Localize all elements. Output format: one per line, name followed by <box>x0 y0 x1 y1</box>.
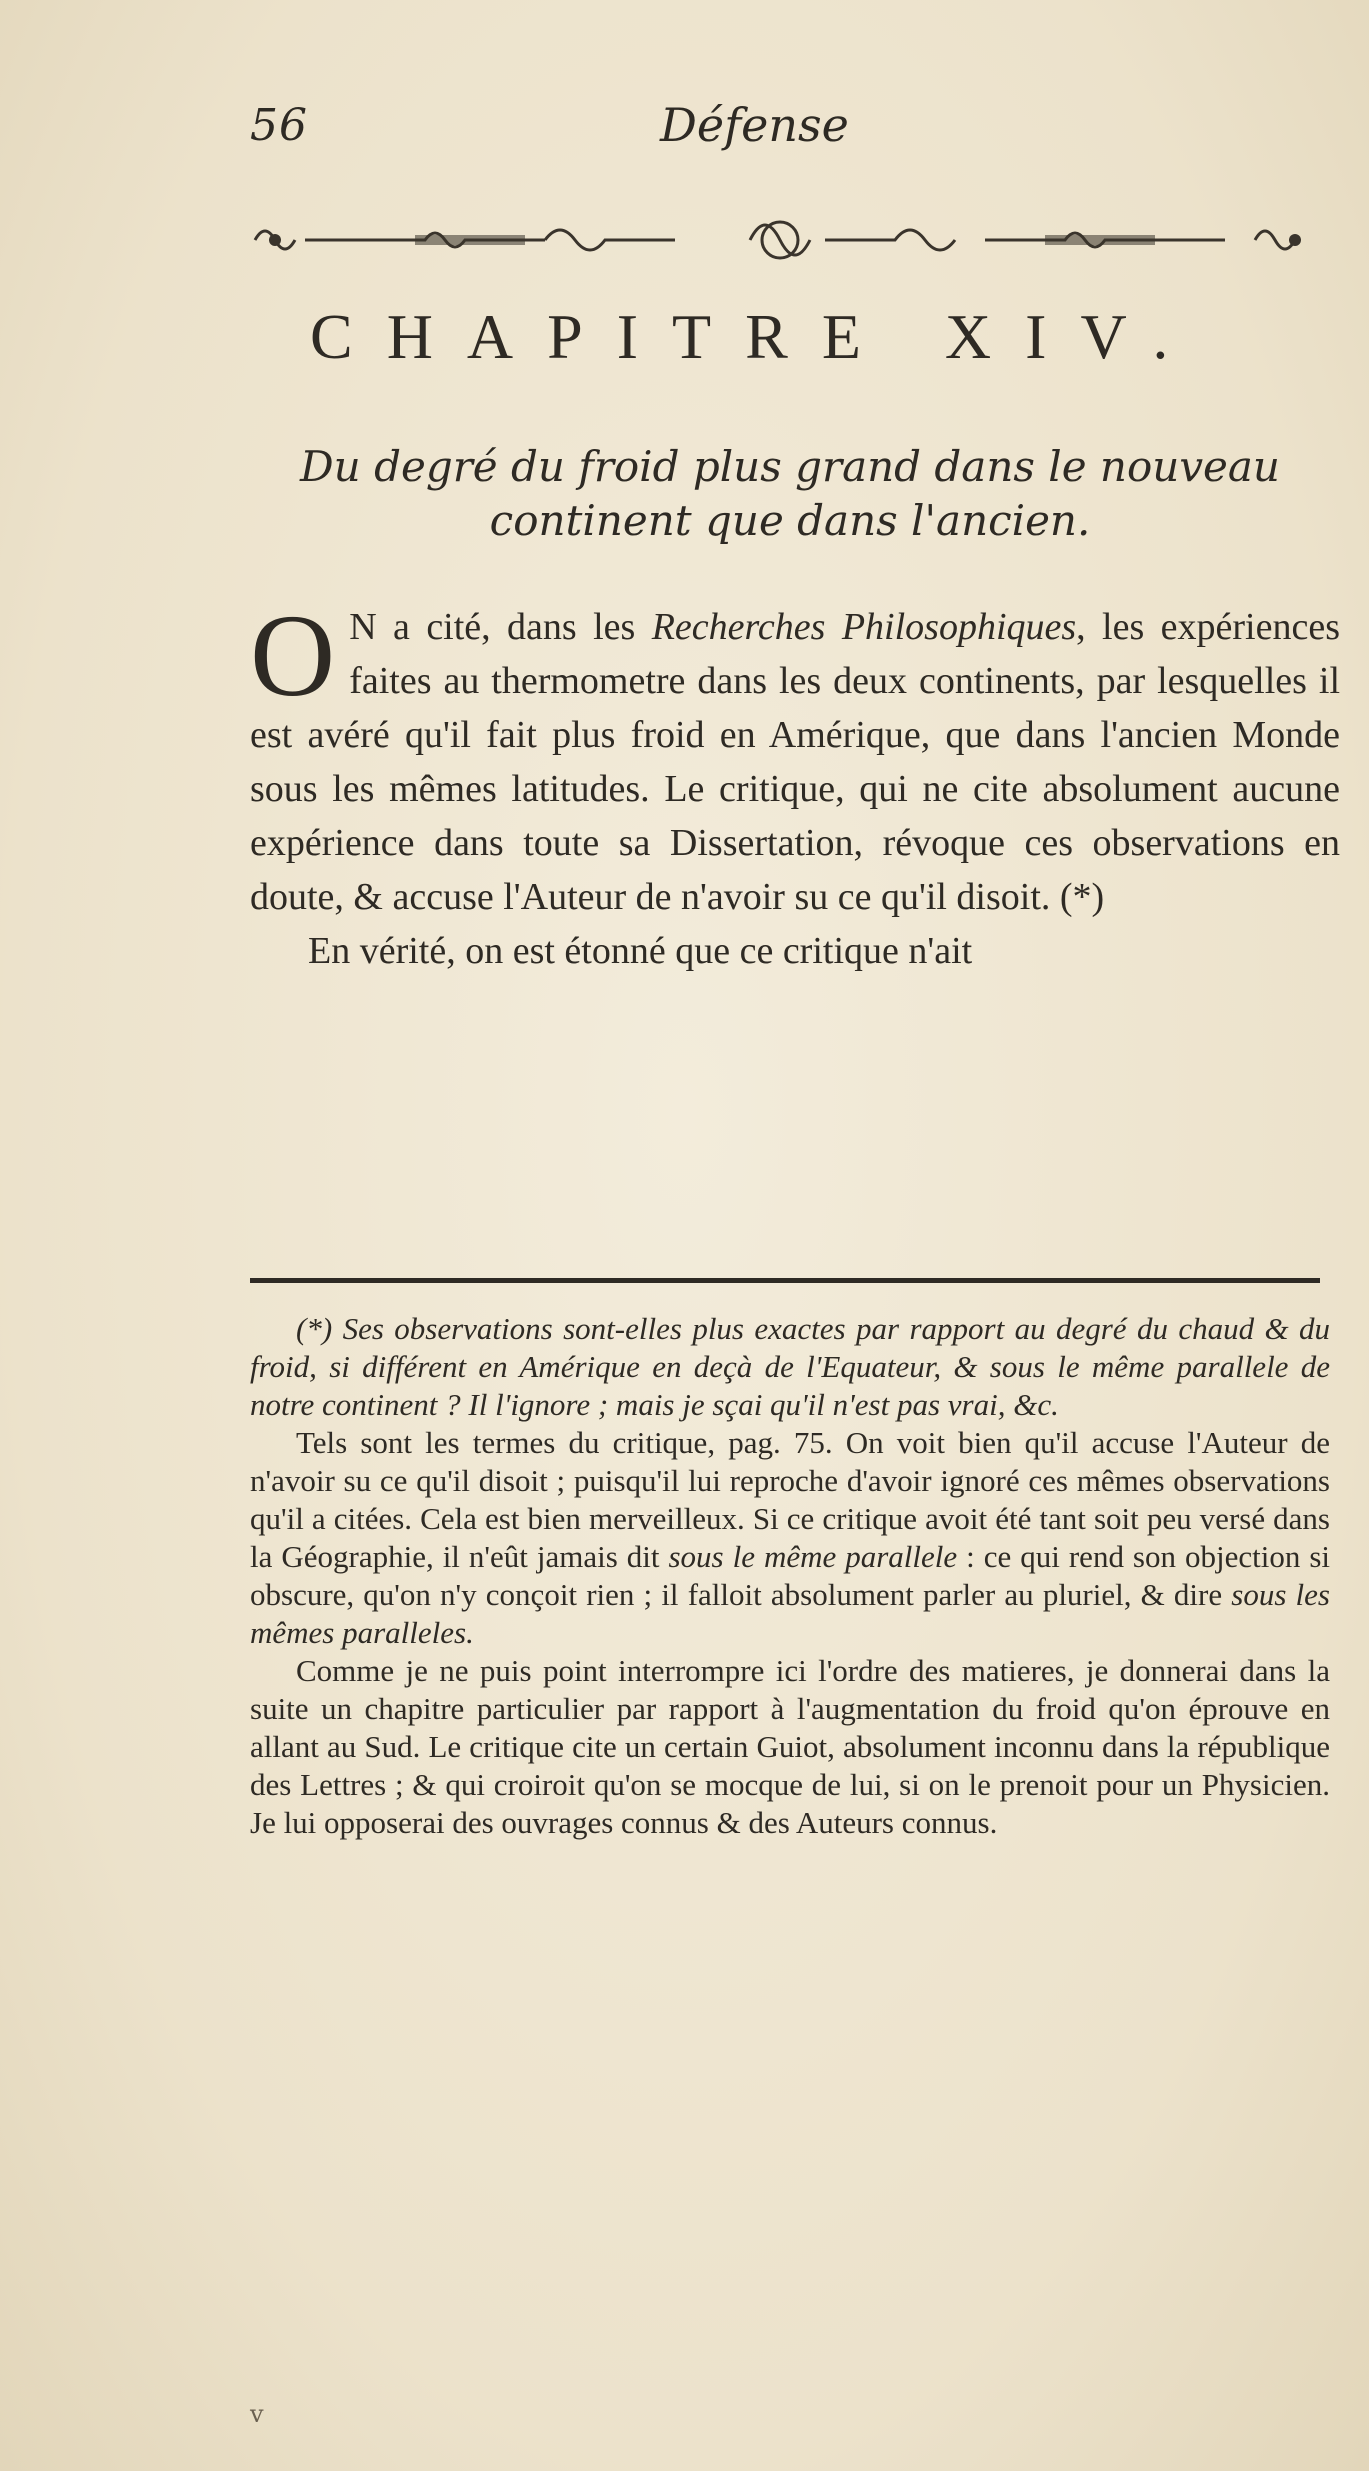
paragraph-1 <box>250 590 1340 924</box>
decorative-headpiece-icon <box>245 205 1325 275</box>
footnote-paragraph-2 <box>250 1424 1330 1652</box>
drop-cap: O <box>250 590 336 721</box>
page-number: 56 <box>250 100 308 151</box>
p1-rest: , les expériences faites au thermometre dans les deux continents, par lesquelles il est avéré qu'il fait plus froid en Amérique, que dans l'ancien Monde sous les mêmes latitudes. Le critique, qui ne cite absolument aucune expérience dans toute sa Dissertation, révoque ces observations en doute, & accuse l'Auteur de n'avoir su ce qu'il disoit. (*) <box>250 606 1340 918</box>
footnote-italic-phrase: sous le même parallele <box>668 1539 958 1574</box>
footnote-text: Tels sont les termes du critique, pag. 75. On voit bien qu'il accuse l'Auteur de n'avoir su ce qu'il disoit ; puisqu'il lui reproche d'avoir ignoré ces mêmes observations qu'il a citées. Cela est bien merveilleux. Si ce critique avoit été tant soit peu versé dans la Géographie, il n'eût jamais dit <box>250 1425 1330 1574</box>
footnote <box>250 1310 1330 1842</box>
book-title-reference: Recherches Philosophiques <box>651 606 1077 648</box>
footnote-marker: (*) <box>296 1311 333 1346</box>
footnote-rule <box>250 1278 1320 1283</box>
main-text <box>250 590 1340 978</box>
chapter-title: CHAPITRE XIV. <box>310 301 1203 372</box>
footnote-text: : ce qui rend son objection si obscure, qu'on n'y conçoit rien ; il falloit absolument parler au pluriel, & dire <box>250 1539 1331 1612</box>
footnote-italic-phrase: sous les mêmes paralleles. <box>250 1577 1330 1650</box>
signature-mark: v <box>250 2400 264 2428</box>
chapter-subtitle: Du degré du froid plus grand dans le nouveau continent que dans l'ancien. <box>300 442 1280 545</box>
footnote-paragraph-3: Comme je ne puis point interrompre ici l'ordre des matieres, je donnerai dans la suite un chapitre particulier par rapport à l'augmentation du froid qu'on éprouve en allant au Sud. Le critique cite un certain Guiot, absolument inconnu dans la république des Lettres ; & qui croiroit qu'on se mocque de lui, si on le prenoit pour un Physicien. Je lui opposerai des ouvrages connus & des Auteurs connus. <box>250 1653 1330 1840</box>
paragraph-2: En vérité, on est étonné que ce critique n'ait <box>308 930 973 972</box>
running-head: Défense <box>660 98 849 152</box>
p1-lead: N a cité, dans les <box>349 606 652 648</box>
footnote-quote <box>250 1310 1330 1424</box>
footnote-quote-text: Ses observations sont-elles plus exactes par rapport au degré du chaud & du froid, si différent en Amérique en deçà de l'Equateur, & sous le même parallele de notre continent ? Il l'ignore ; mais je sçai qu'il n'est pas vrai, &c. <box>250 1311 1331 1422</box>
